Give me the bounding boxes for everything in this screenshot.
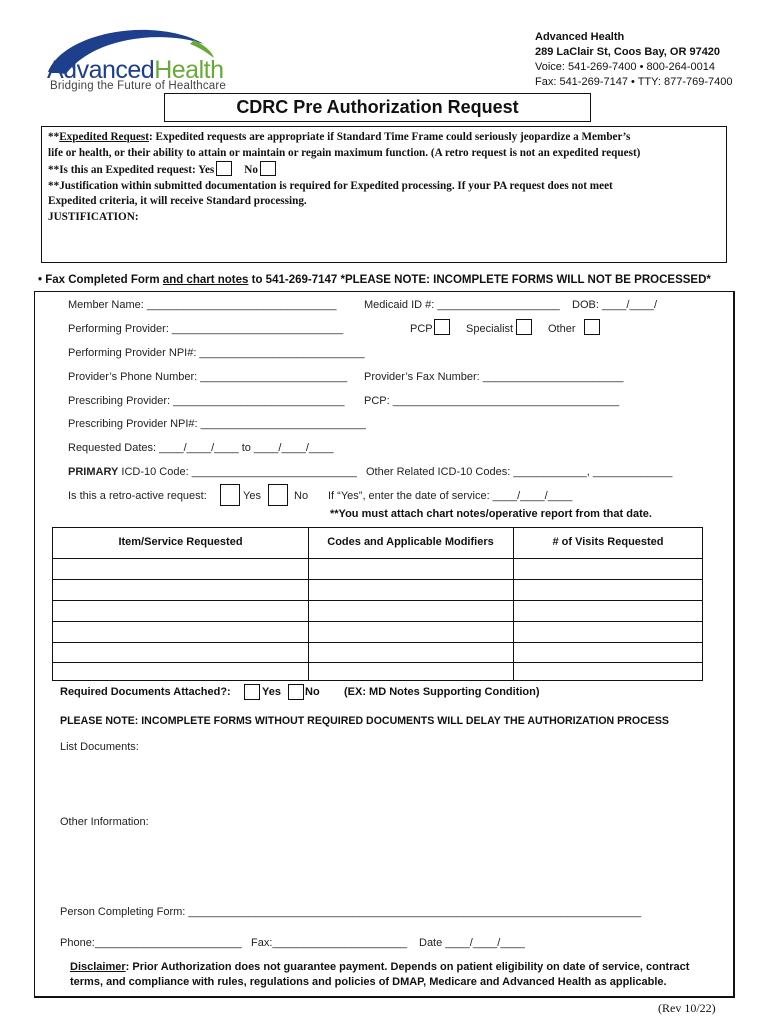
form-title: CDRC Pre Authorization Request: [164, 93, 591, 122]
pcp-label: PCP: [410, 323, 433, 335]
table-row[interactable]: [53, 579, 702, 580]
table-col-divider: [513, 528, 514, 680]
table-header-item: Item/Service Requested: [118, 536, 243, 548]
table-header-visits: # of Visits Requested: [552, 536, 664, 548]
org-fax: Fax: 541-269-7147 • TTY: 877-769-7400: [535, 76, 733, 88]
member-name-field[interactable]: Member Name: _______________________________: [68, 299, 337, 311]
required-docs-yes-checkbox[interactable]: [244, 684, 260, 700]
retro-yes-label: Yes: [243, 490, 261, 502]
list-documents-label[interactable]: List Documents:: [60, 741, 139, 753]
retro-date-field[interactable]: If “Yes”, enter the date of service: ____/____/____: [328, 490, 573, 502]
fax-notice-part-3: to 541-269-7147 *PLEASE NOTE: INCOMPLETE FORMS WILL NOT BE PROCESSED*: [248, 274, 711, 286]
performing-provider-field[interactable]: Performing Provider: ____________________________: [68, 323, 344, 335]
expedited-section: [41, 126, 727, 263]
fax-notice-part-1: • Fax Completed Form: [38, 274, 163, 286]
expedited-yes-checkbox[interactable]: [216, 161, 232, 176]
disclaimer-line-1: [70, 960, 689, 975]
disclaimer-text-1: : Prior Authorization does not guarantee payment. Depends on patient eligibility on date of service, contract: [125, 961, 690, 973]
org-address: 289 LaClair St, Coos Bay, OR 97420: [535, 46, 721, 58]
requested-dates-field[interactable]: Requested Dates: ____/____/____ to ____/____/____: [68, 442, 334, 454]
other-icd-field[interactable]: Other Related ICD-10 Codes: ____________, _____________: [366, 466, 673, 478]
provider-fax-field[interactable]: Provider’s Fax Number: _______________________: [364, 371, 624, 383]
phone-field[interactable]: Phone:________________________: [60, 937, 242, 949]
required-docs-label: Required Documents Attached?:: [60, 686, 231, 698]
table-row[interactable]: [53, 600, 702, 601]
pcp-field[interactable]: PCP: _____________________________________: [364, 395, 620, 407]
table-col-divider: [308, 528, 309, 680]
other-checkbox[interactable]: [584, 319, 600, 335]
table-row[interactable]: [53, 642, 702, 643]
justification-note-2: Expedited criteria, it will receive Standard processing.: [48, 195, 307, 207]
expedited-question-line: [48, 161, 720, 179]
prescribing-npi-field[interactable]: Prescribing Provider NPI#: ___________________________: [68, 418, 366, 430]
logo-word-health: Health: [154, 56, 224, 84]
primary-label: PRIMARY: [68, 466, 119, 478]
other-label: Other: [548, 323, 576, 335]
required-docs-example: (EX: MD Notes Supporting Condition): [344, 686, 540, 698]
fax-notice-chart-notes: and chart notes: [162, 274, 249, 286]
justification-note-1: **Justification within submitted documentation is required for Expedited processing. If your PA request does not meet: [48, 179, 613, 192]
please-note-warning: PLEASE NOTE: INCOMPLETE FORMS WITHOUT REQUIRED DOCUMENTS WILL DELAY THE AUTHORIZATION PROCESS: [60, 715, 669, 727]
retro-yes-checkbox[interactable]: [220, 484, 240, 506]
justification-label[interactable]: JUSTIFICATION:: [48, 210, 139, 223]
retro-no-label: No: [294, 490, 309, 502]
provider-phone-field[interactable]: Provider’s Phone Number: ________________________: [68, 371, 348, 383]
revision-label: (Rev 10/22): [658, 1001, 716, 1015]
fax-field[interactable]: Fax:______________________: [251, 937, 407, 949]
org-voice: Voice: 541-269-7400 • 800-264-0014: [535, 61, 715, 73]
logo-tagline: Bridging the Future of Healthcare: [50, 80, 227, 92]
service-table: [52, 527, 703, 681]
prescribing-provider-field[interactable]: Prescribing Provider: ____________________________: [68, 395, 345, 407]
table-row[interactable]: [53, 558, 702, 559]
person-completing-field[interactable]: Person Completing Form: __________________________________________________________________________: [60, 906, 642, 918]
table-row[interactable]: [53, 621, 702, 622]
primary-icd-line: ICD-10 Code: ___________________________: [118, 466, 357, 478]
required-docs-yes-label: Yes: [262, 686, 281, 698]
table-header-codes: Codes and Applicable Modifiers: [327, 536, 494, 548]
expedited-text-1: : Expedited requests are appropriate if Standard Time Frame could seriously jeopardize a Member’s: [149, 131, 631, 143]
expedited-prefix: **: [48, 131, 60, 143]
primary-icd-field[interactable]: [68, 466, 357, 478]
medicaid-id-field[interactable]: Medicaid ID #: ____________________: [364, 299, 560, 311]
disclaimer-line-2: terms, and compliance with rules, regulations and policies of DMAP, Medicare and Advanced Health as applicable.: [70, 976, 667, 988]
performing-npi-field[interactable]: Performing Provider NPI#: ___________________________: [68, 347, 365, 359]
other-information-label[interactable]: Other Information:: [60, 816, 149, 828]
pcp-checkbox[interactable]: [434, 319, 450, 335]
expedited-line-1: [48, 130, 720, 146]
fax-notice: [38, 274, 711, 286]
expedited-line-2: life or health, or their ability to attain or maintain or regain maximum function. (A retro request is not an expedited request): [48, 146, 641, 159]
expedited-question: **Is this an Expedited request: Yes: [48, 164, 215, 176]
retro-no-checkbox[interactable]: [268, 484, 288, 506]
specialist-checkbox[interactable]: [516, 319, 532, 335]
retro-question: Is this a retro-active request:: [68, 490, 207, 502]
required-docs-no-label: No: [305, 686, 320, 698]
expedited-label: Expedited Request: [59, 131, 150, 143]
expedited-no-checkbox[interactable]: [260, 161, 276, 176]
logo-word-advanced: Advanced: [47, 56, 155, 84]
chart-note: **You must attach chart notes/operative report from that date.: [330, 508, 652, 520]
dob-field[interactable]: DOB: ____/____/: [572, 299, 658, 311]
date-field[interactable]: Date ____/____/____: [419, 937, 525, 949]
table-row[interactable]: [53, 662, 702, 663]
expedited-no-label: No: [244, 164, 258, 176]
required-docs-no-checkbox[interactable]: [288, 684, 304, 700]
specialist-label: Specialist: [466, 323, 514, 335]
disclaimer-label: Disclaimer: [70, 961, 126, 973]
org-name: Advanced Health: [535, 31, 625, 43]
disclaimer: [70, 960, 689, 990]
